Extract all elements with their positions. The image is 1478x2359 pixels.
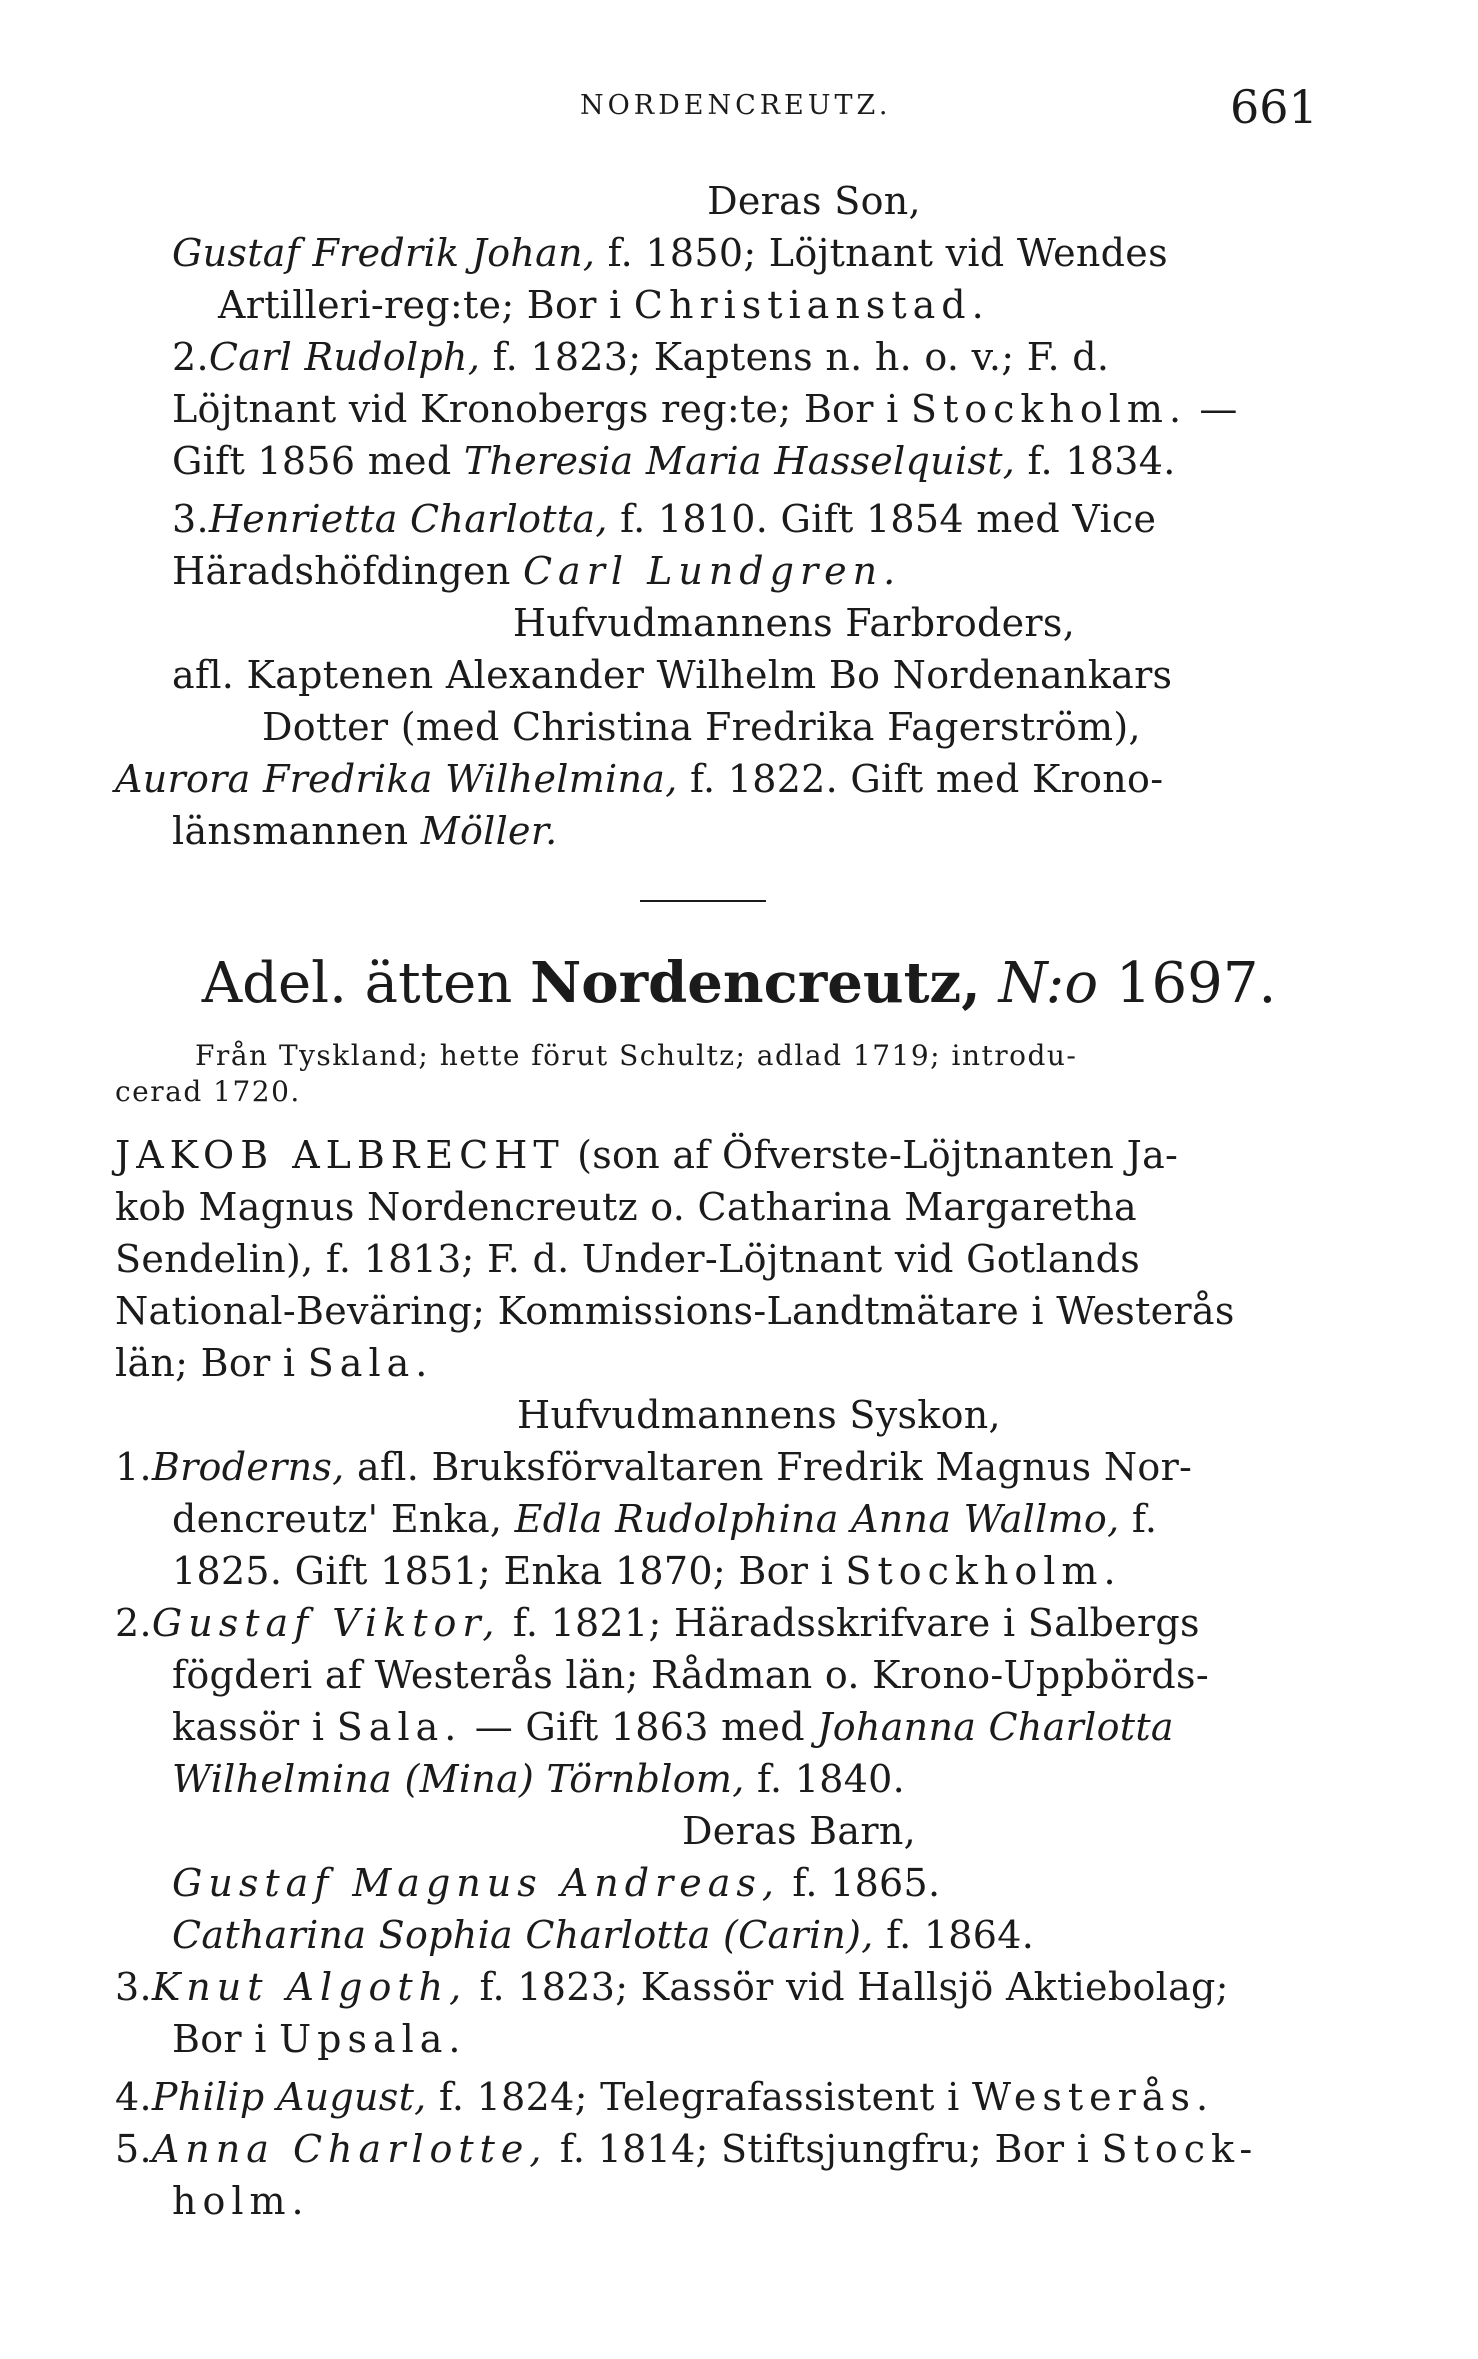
person-name: Carl Rudolph, xyxy=(208,335,481,379)
entry-line: Gift 1856 med Theresia Maria Hasselquist, f. 1834. xyxy=(172,439,1176,483)
head-of-family-entry: JAKOB ALBRECHT (son af Öfverste-Löjtnanten Ja- xyxy=(115,1133,1179,1177)
farbroder-heading: Hufvudmannens Farbroders, xyxy=(512,601,1076,645)
entry-line: Löjtnant vid Kronobergs reg:te; Bor i Stockholm. — xyxy=(172,387,1238,431)
place-name: Westerås. xyxy=(971,2075,1215,2119)
origin-note: Från Tyskland; hette förut Schultz; adlad 1719; introdu- xyxy=(195,1039,1078,1072)
children-heading: Deras Barn, xyxy=(682,1809,916,1853)
person-name: Theresia Maria Hasselquist, xyxy=(463,439,1016,483)
sibling-entry: 4.Philip August, f. 1824; Telegrafassistent i Westerås. xyxy=(115,2075,1215,2119)
entry-line: Bor i Upsala. xyxy=(172,2017,467,2061)
entry-gustaf-fredrik: Gustaf Fredrik Johan, f. 1850; Löjtnant vid Wendes xyxy=(172,231,1168,275)
entry-line: Wilhelmina (Mina) Törnblom, f. 1840. xyxy=(172,1757,906,1801)
deras-son-heading: Deras Son, xyxy=(707,179,921,223)
entry-line: afl. Kaptenen Alexander Wilhelm Bo Nordenankars xyxy=(172,653,1173,697)
sibling-entry: 1.Broderns, afl. Bruksförvaltaren Fredrik Magnus Nor- xyxy=(115,1445,1193,1489)
child-entry: Catharina Sophia Charlotta (Carin), f. 1864. xyxy=(172,1913,1035,1957)
entry-line: 1825. Gift 1851; Enka 1870; Bor i Stockholm. xyxy=(172,1549,1122,1593)
person-name: Anna Charlotte, xyxy=(151,2127,548,2171)
person-name: Gustaf Magnus Andreas, xyxy=(172,1861,780,1905)
person-name: JAKOB ALBRECHT xyxy=(115,1133,565,1177)
entry-number: 3. xyxy=(115,1965,152,2009)
entry-number: 5. xyxy=(115,2127,152,2171)
person-name: Aurora Fredrika Wilhelmina, xyxy=(115,757,678,801)
entry-line: kob Magnus Nordencreutz o. Catharina Margaretha xyxy=(115,1185,1137,1229)
person-name: Gustaf Viktor, xyxy=(151,1601,501,1645)
entry-number: 1. xyxy=(115,1445,152,1489)
entry-carl-rudolph: 2.Carl Rudolph, f. 1823; Kaptens n. h. o. v.; F. d. xyxy=(172,335,1110,379)
person-name: Gustaf Fredrik Johan, xyxy=(172,231,596,275)
family-name: Nordencreutz, xyxy=(530,950,981,1016)
place-name: Stockholm. xyxy=(910,387,1188,431)
entry-line: Häradshöfdingen Carl Lundgren. xyxy=(172,549,902,593)
child-entry: Gustaf Magnus Andreas, f. 1865. xyxy=(172,1861,941,1905)
person-name: Knut Algoth, xyxy=(151,1965,468,2009)
place-name: Sala. xyxy=(336,1705,463,1749)
entry-line: National-Beväring; Kommissions-Landtmätare i Westerås xyxy=(115,1289,1235,1333)
person-name: Philip August, xyxy=(151,2075,427,2119)
person-name: Johanna Charlotta xyxy=(817,1705,1174,1749)
entry-line: fögderi af Westerås län; Rådman o. Krono-Uppbörds- xyxy=(172,1653,1209,1697)
sibling-entry: 5.Anna Charlotte, f. 1814; Stiftsjungfru; Bor i Stock- xyxy=(115,2127,1259,2171)
sibling-entry: 2.Gustaf Viktor, f. 1821; Häradsskrifvare i Salbergs xyxy=(115,1601,1200,1645)
person-name: Wilhelmina (Mina) Törnblom, xyxy=(172,1757,745,1801)
entry-line xyxy=(172,2178,1478,2224)
entry-line: kassör i Sala. — Gift 1863 med Johanna Charlotta xyxy=(172,1705,1174,1749)
origin-note: cerad 1720. xyxy=(115,1075,301,1108)
place-name: Stockholm. xyxy=(845,1549,1122,1593)
entry-number: 3. xyxy=(172,497,209,541)
entry-number: 2. xyxy=(172,335,209,379)
person-name: Broderns, xyxy=(151,1445,345,1489)
entry-aurora: Aurora Fredrika Wilhelmina, f. 1822. Gift med Krono- xyxy=(115,757,1164,801)
entry-line: dencreutz' Enka, Edla Rudolphina Anna Wallmo, f. xyxy=(172,1497,1158,1541)
person-name: Catharina Sophia Charlotta (Carin), xyxy=(172,1913,874,1957)
entry-line: Dotter (med Christina Fredrika Fagerström), xyxy=(262,705,1141,749)
entry-line: län; Bor i Sala. xyxy=(115,1341,434,1385)
person-name: Carl Lundgren. xyxy=(522,549,902,593)
place-name: Upsala. xyxy=(279,2017,467,2061)
page-number: 661 xyxy=(1230,80,1318,134)
entry-henrietta-charlotta: 3.Henrietta Charlotta, f. 1810. Gift 1854 med Vice xyxy=(172,497,1157,541)
sibling-entry: 3.Knut Algoth, f. 1823; Kassör vid Hallsjö Aktiebolag; xyxy=(115,1965,1229,2009)
place-name: holm. xyxy=(172,2179,310,2223)
place-name: Stock- xyxy=(1101,2127,1259,2171)
entry-line: länsmannen Möller. xyxy=(172,809,558,853)
section-divider xyxy=(640,900,766,902)
place-name: Christianstad. xyxy=(633,283,990,327)
person-name: Henrietta Charlotta, xyxy=(208,497,608,541)
place-name: Sala. xyxy=(307,1341,434,1385)
entry-number: 2. xyxy=(115,1601,152,1645)
entry-number: 4. xyxy=(115,2075,152,2119)
person-name: Edla Rudolphina Anna Wallmo, xyxy=(514,1497,1120,1541)
family-heading: Adel. ätten Nordencreutz, N:o 1697. xyxy=(201,950,1277,1016)
person-name: Möller. xyxy=(420,809,558,853)
entry-line: Artilleri-reg:te; Bor i Christianstad. xyxy=(218,283,990,327)
running-title: NORDENCREUTZ. xyxy=(580,90,892,121)
entry-line: Sendelin), f. 1813; F. d. Under-Löjtnant vid Gotlands xyxy=(115,1237,1141,1281)
siblings-heading: Hufvudmannens Syskon, xyxy=(517,1393,1001,1437)
